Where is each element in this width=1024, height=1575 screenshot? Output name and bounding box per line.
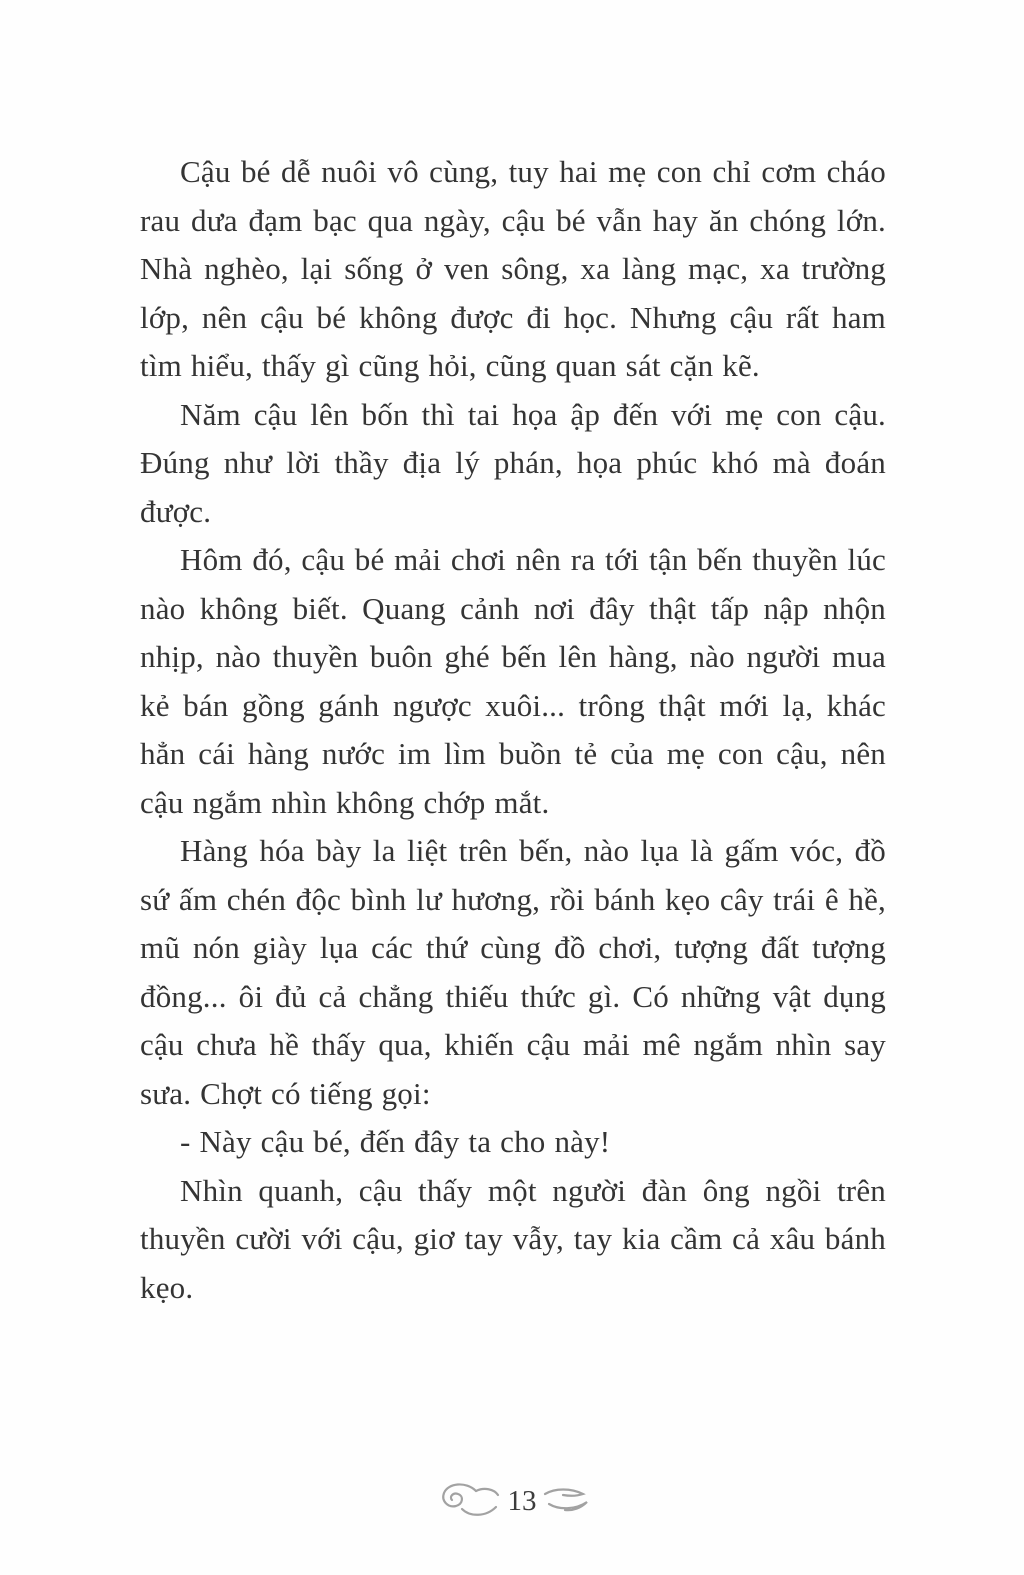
paragraph: Hàng hóa bày la liệt trên bến, nào lụa là gấm vóc, đồ sứ ấm chén độc bình lư hương, rồi bánh kẹo cây trái ê hề, mũ nón giày lụa các thứ cùng đồ chơi, tượng đất tượng đồng... ôi đủ cả chẳng thiếu thức gì. Có những vật dụng cậu chưa hề thấy qua, khiến cậu mải mê ngắm nhìn say sưa. Chợt có tiếng gọi: [140,833,886,1111]
paragraph: Năm cậu lên bốn thì tai họa ập đến với mẹ con cậu. Đúng như lời thầy địa lý phán, họa phúc khó mà đoán được. [140,396,886,529]
paragraph: - Này cậu bé, đến đây ta cho này! [180,1124,611,1159]
page-footer [0,1479,1024,1523]
body-text [140,148,886,1312]
cloud-ornament-left-icon [436,1479,502,1523]
cloud-ornament-right-icon [543,1486,589,1516]
page-number: 13 [507,1484,537,1517]
paragraph: Nhìn quanh, cậu thấy một người đàn ông ngồi trên thuyền cười với cậu, giơ tay vẫy, tay kia cầm cả xâu bánh kẹo. [140,1172,886,1305]
paragraph: Hôm đó, cậu bé mải chơi nên ra tới tận bến thuyền lúc nào không biết. Quang cảnh nơi đây thật tấp nập nhộn nhịp, nào thuyền buôn ghé bến lên hàng, nào người mua kẻ bán gồng gánh ngược xuôi... trông thật mới lạ, khác hẳn cái hàng nước im lìm buồn tẻ của mẹ con cậu, nên cậu ngắm nhìn không chớp mắt. [140,542,886,820]
paragraph: Cậu bé dễ nuôi vô cùng, tuy hai mẹ con chỉ cơm cháo rau dưa đạm bạc qua ngày, cậu bé vẫn hay ăn chóng lớn. Nhà nghèo, lại sống ở ven sông, xa làng mạc, xa trường lớp, nên cậu bé không được đi học. Nhưng cậu rất ham tìm hiểu, thấy gì cũng hỏi, cũng quan sát cặn kẽ. [140,154,886,383]
